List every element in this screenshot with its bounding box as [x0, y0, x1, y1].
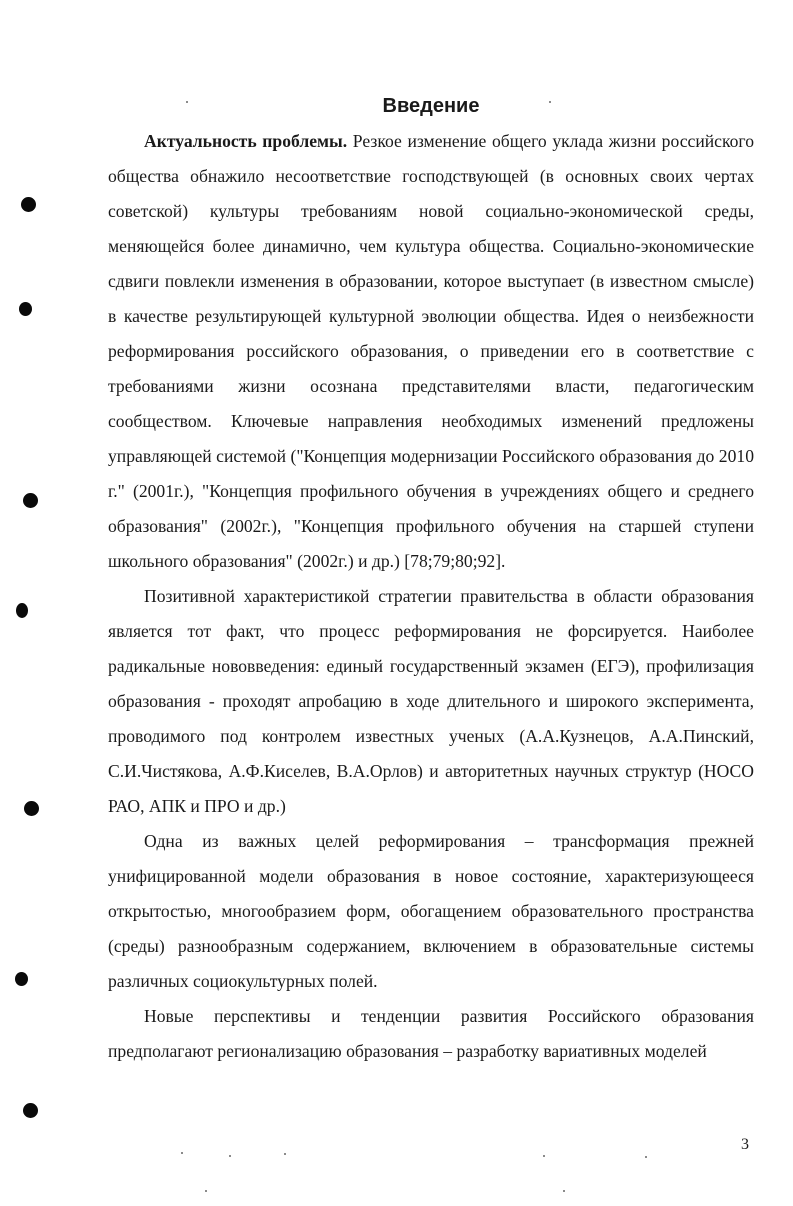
punch-hole-4 [16, 603, 28, 618]
section-title: Введение [382, 95, 480, 117]
paragraph-1 [108, 124, 754, 579]
punch-hole-1 [21, 197, 36, 212]
scan-speck [181, 1152, 183, 1154]
paragraph-text: Новые перспективы и тенденции развития Российского образования предполагают регионализацию образования – разработку вариативных моделей [108, 1006, 754, 1061]
punch-hole-7 [23, 1103, 38, 1118]
scan-speck [645, 1156, 647, 1158]
scan-speck [284, 1153, 286, 1155]
paragraph-text: Резкое изменение общего уклада жизни российского общества обнажило несоответствие господствующей (в основных своих чертах советской) культуры требованиям новой социально-экономической среды, меняющейся более динамично, чем культура общества. Социально-экономические сдвиги повлекли изменения в образовании, которое выступает (в известном смысле) в качестве результирующей культурной эволюции общества. Идея о неизбежности реформирования российского образования, о приведении его в соответствие с требованиями жизни осознана представителями власти, педагогическим сообществом. Ключевые направления необходимых изменений предложены управляющей системой ("Концепция модернизации Российского образования до 2010 г." (2001г.), "Концепция профильного обучения в учреждениях общего и среднего образования" (2002г.), "Концепция профильного обучения на старшей ступени школьного образования" (2002г.) и др.) [78;79;80;92]. [108, 131, 754, 571]
paragraph-2 [108, 579, 754, 824]
paragraph-4 [108, 999, 754, 1069]
page-number: 3 [741, 1136, 749, 1153]
punch-hole-3 [23, 493, 38, 508]
scan-speck [229, 1155, 231, 1157]
punch-hole-2 [19, 302, 32, 316]
paragraph-3 [108, 824, 754, 999]
scan-speck [563, 1190, 565, 1192]
paragraph-lead: Актуальность проблемы. [144, 131, 348, 151]
scan-speck [543, 1155, 545, 1157]
body-text [108, 124, 754, 1069]
scan-speck [205, 1190, 207, 1192]
punch-hole-6 [15, 972, 28, 986]
paragraph-text: Позитивной характеристикой стратегии правительства в области образования является тот факт, что процесс реформирования не форсируется. Наиболее радикальные нововведения: единый государственный экзамен (ЕГЭ), профилизация образования - проходят апробацию в ходе длительного и широкого эксперимента, проводимого под контролем известных ученых (А.А.Кузнецов, А.А.Пинский, С.И.Чистякова, А.Ф.Киселев, В.А.Орлов) и авторитетных научных структур (НОСО РАО, АПК и ПРО и др.) [108, 586, 754, 816]
punch-hole-5 [24, 801, 39, 816]
paragraph-text: Одна из важных целей реформирования – трансформация прежней унифицированной модели образования в новое состояние, характеризующееся открытостью, многообразием форм, обогащением образовательного пространства (среды) разнообразным содержанием, включением в образовательные системы различных социокультурных полей. [108, 831, 754, 991]
